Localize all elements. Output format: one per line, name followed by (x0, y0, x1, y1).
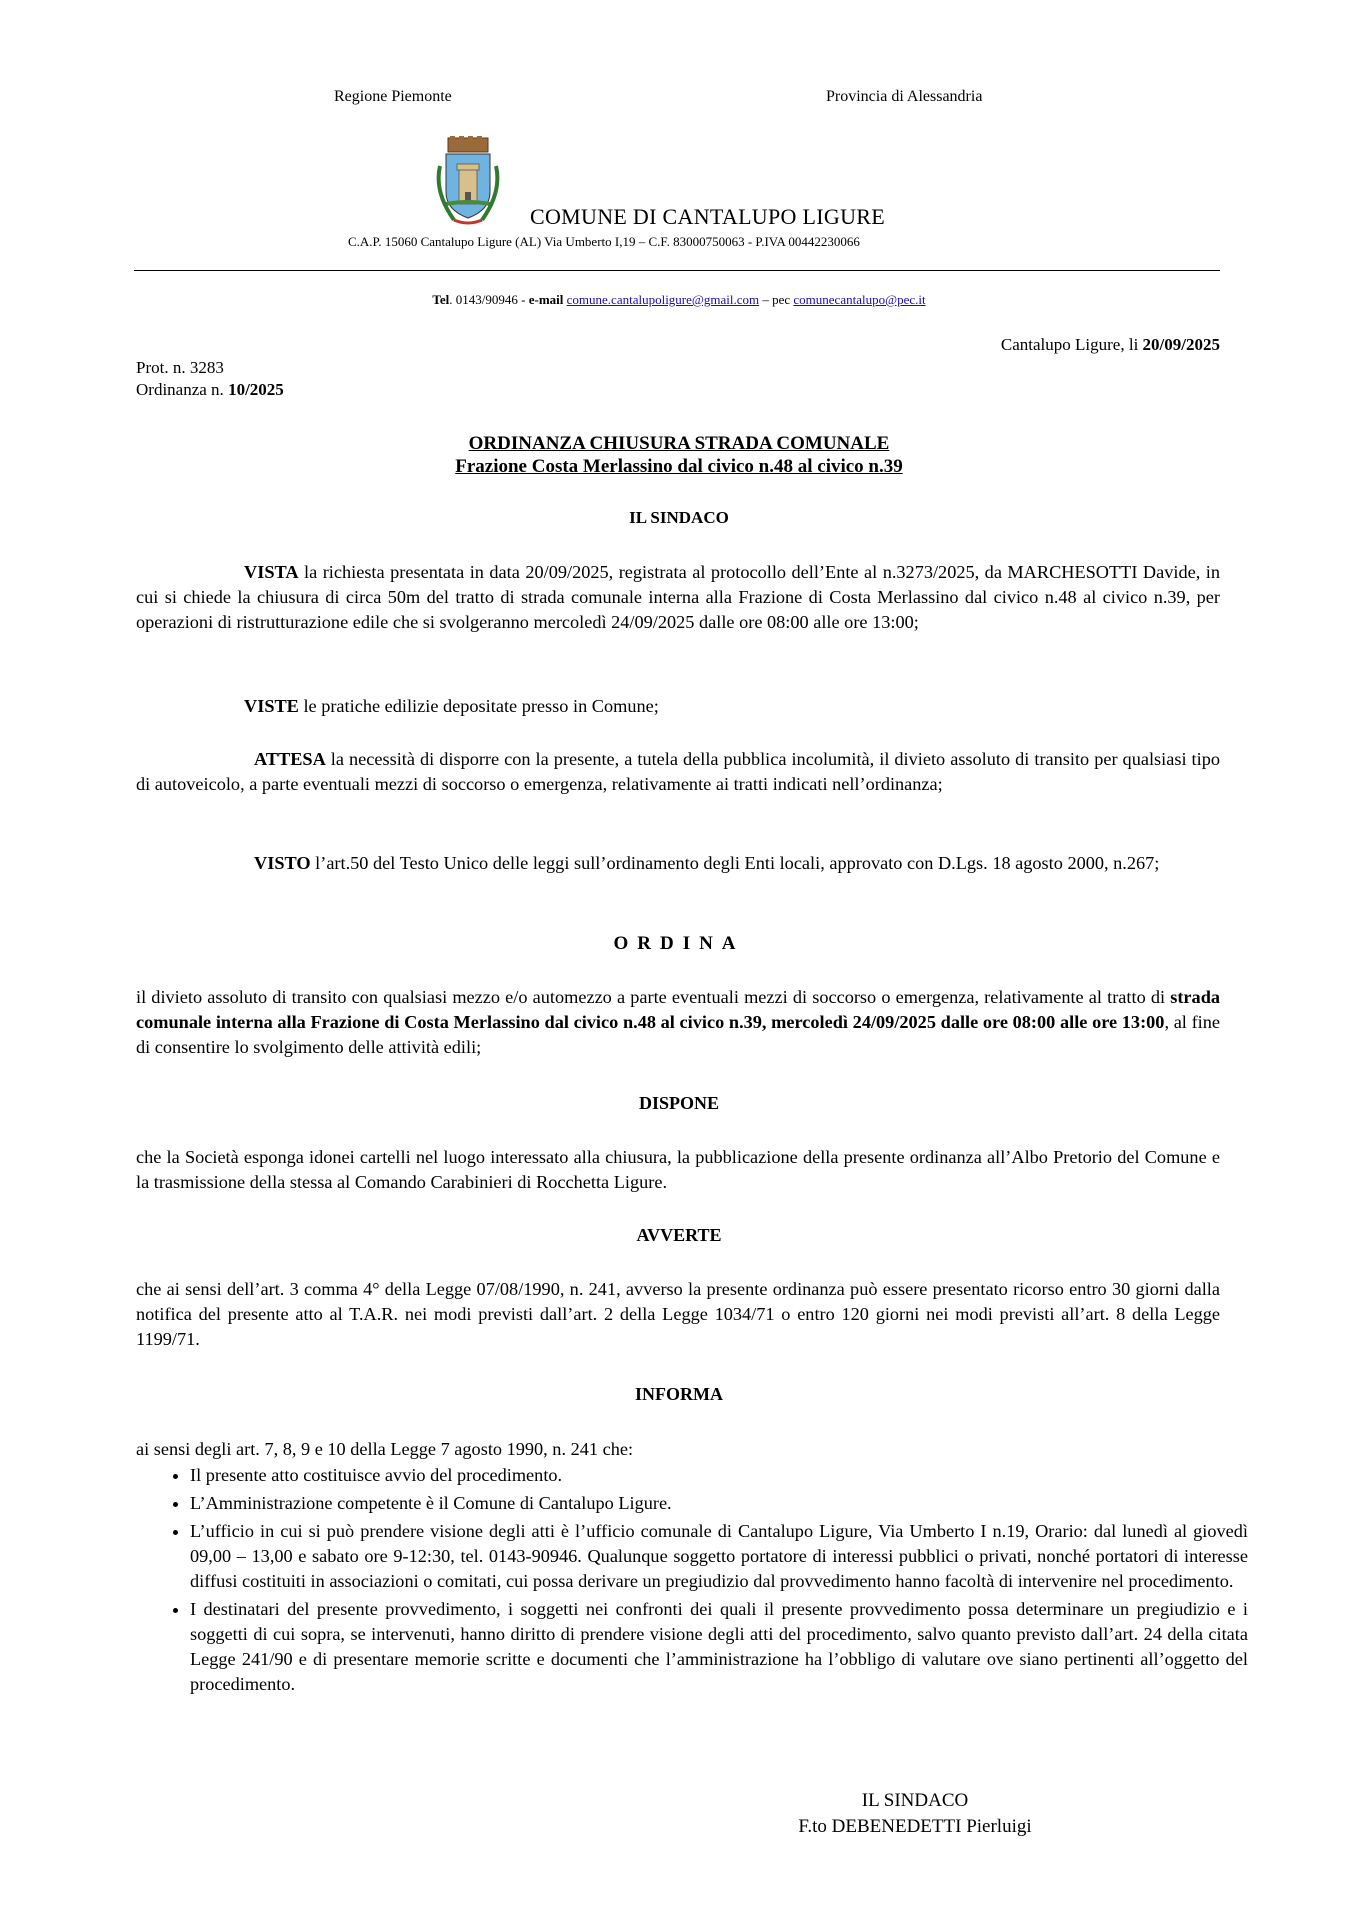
dispone-heading: DISPONE (638, 1093, 719, 1113)
viste-text: le pratiche edilizie depositate presso in Comune; (298, 696, 659, 716)
contact-line (0, 292, 1358, 308)
vista-keyword: VISTA (244, 562, 299, 582)
attesa-paragraph (136, 747, 1220, 797)
ordina-text-1: il divieto assoluto di transito con qualsiasi mezzo e/o automezzo a parte eventuali mezzi di soccorso o emergenza, relativamente al tratto di (136, 987, 1171, 1007)
viste-keyword: VISTE (244, 696, 299, 716)
informa-heading: INFORMA (635, 1384, 723, 1404)
visto-keyword: VISTO (254, 853, 311, 873)
vista-text: la richiesta presentata in data 20/09/2025, registrata al protocollo dell’Ente al n.3273/2025, da MARCHESOTTI Davide, in cui si chiede la chiusura di circa 50m del tratto di strada comunale interna alla Frazione di Costa Merlassino dal civico n.48 al civico n.39, per operazioni di ristrutturazione edile che si svolgeranno mercoledì 24/09/2025 dalle ore 08:00 alle ore 13:00; (136, 562, 1220, 632)
avverte-heading: AVVERTE (636, 1225, 722, 1245)
place-date (1001, 335, 1220, 355)
document-date: 20/09/2025 (1142, 335, 1220, 354)
signature-name: F.to DEBENEDETTI Pierluigi (798, 1816, 1032, 1837)
ordinanza-label: Ordinanza n. (136, 380, 229, 399)
tel-label: Tel (432, 292, 450, 307)
list-item: • L’Amministrazione competente è il Comune di Cantalupo Ligure. (190, 1491, 1248, 1516)
protocol-number: Prot. n. 3283 (136, 358, 224, 377)
ordina-heading: ORDINA (613, 933, 745, 954)
dispone-paragraph: che la Società esponga idonei cartelli nel luogo interessato alla chiusura, la pubblicazione della presente ordinanza all’Albo Pretorio del Comune e la trasmissione della stessa al Comando Carabinieri di Rocchetta Ligure. (136, 1147, 1220, 1192)
email-link[interactable]: comune.cantalupoligure@gmail.com (566, 292, 760, 307)
pec-link[interactable]: comunecantalupo@pec.it (793, 292, 926, 307)
comune-address: C.A.P. 15060 Cantalupo Ligure (AL) Via Umberto I,19 – C.F. 83000750063 - P.IVA 00442230066 (348, 234, 860, 249)
place-label: Cantalupo Ligure, li (1000, 335, 1143, 354)
list-item: • I destinatari del presente provvedimento, i soggetti nei confronti dei quali il presente provvedimento possa determinare un pregiudizio e i soggetti di cui sopra, se intervenuti, hanno diritto di prendere visione degli atti del procedimento, salvo quanto previsto dall’art. 24 della citata Legge 241/90 e di presentare memorie scritte e documenti che l’amministrazione ha l’obbligo di valutare ove siano pertinenti all’oggetto del procedimento. (190, 1597, 1248, 1697)
ordinanza-value: 10/2025 (228, 380, 284, 399)
viste-paragraph (136, 694, 1220, 719)
ordina-text-2: , al fine di consentire lo svolgimento delle attività edili; (136, 1012, 1220, 1057)
tel-number: . 0143/90946 - (449, 292, 529, 307)
signature-title: IL SINDACO (861, 1790, 969, 1811)
ordina-bold-text: strada comunale interna alla Frazione di Costa Merlassino dal civico n.48 al civico n.39, mercoledì 24/09/2025 dalle ore 08:00 alle ore 13:00 (136, 987, 1220, 1032)
vista-paragraph (136, 560, 1220, 635)
header-divider (134, 270, 1220, 271)
protocol-block (136, 357, 284, 401)
avverte-paragraph: che ai sensi dell’art. 3 comma 4° della Legge 07/08/1990, n. 241, avverso la presente ordinanza può essere presentato ricorso entro 30 giorni dalla notifica del presente atto al T.A.R. nei modi previsti dall’art. 2 della Legge 1034/71 o entro 120 giorni nei modi previsti all’art. 8 della Legge 1199/71. (136, 1279, 1220, 1349)
title-line-2: Frazione Costa Merlassino dal civico n.48 al civico n.39 (455, 456, 903, 477)
municipal-crest-icon (432, 136, 504, 228)
province-label: Provincia di Alessandria (826, 88, 983, 105)
region-label: Regione Piemonte (334, 88, 452, 105)
email-label: e-mail (528, 292, 564, 307)
document-title (0, 432, 1358, 478)
il-sindaco-heading: IL SINDACO (629, 508, 729, 527)
list-item: • L’ufficio in cui si può prendere visione degli atti è l’ufficio comunale di Cantalupo Ligure, Via Umberto I n.19, Orario: dal lunedì al giovedì 09,00 – 13,00 e sabato ore 9-12:30, tel. 0143-90946. Qualunque soggetto portatore di interessi pubblici o privati, nonché portatori di interesse diffusi costituiti in associazioni o comitati, cui possa derivare un pregiudizio dal provvedimento hanno facoltà di intervenire nel procedimento. (190, 1519, 1248, 1594)
pec-label: – pec (759, 292, 794, 307)
ordinanza-number (136, 379, 284, 401)
title-line-1: ORDINANZA CHIUSURA STRADA COMUNALE (468, 433, 890, 454)
signature-block (770, 1788, 1060, 1840)
ordina-paragraph (136, 985, 1220, 1060)
informa-list (162, 1463, 1248, 1700)
list-item: • Il presente atto costituisce avvio del procedimento. (190, 1463, 1248, 1488)
visto-text: l’art.50 del Testo Unico delle leggi sull’ordinamento degli Enti locali, approvato con D.Lgs. 18 agosto 2000, n.267; (310, 853, 1160, 873)
visto-paragraph (136, 851, 1220, 876)
attesa-keyword: ATTESA (254, 749, 326, 769)
comune-name: COMUNE DI CANTALUPO LIGURE (530, 204, 885, 229)
attesa-text: la necessità di disporre con la presente, a tutela della pubblica incolumità, il divieto assoluto di transito per qualsiasi tipo di autoveicolo, a parte eventuali mezzi di soccorso o emergenza, relativamente ai tratti indicati nell’ordinanza; (136, 749, 1220, 794)
informa-intro: ai sensi degli art. 7, 8, 9 e 10 della Legge 7 agosto 1990, n. 241 che: (136, 1439, 634, 1459)
